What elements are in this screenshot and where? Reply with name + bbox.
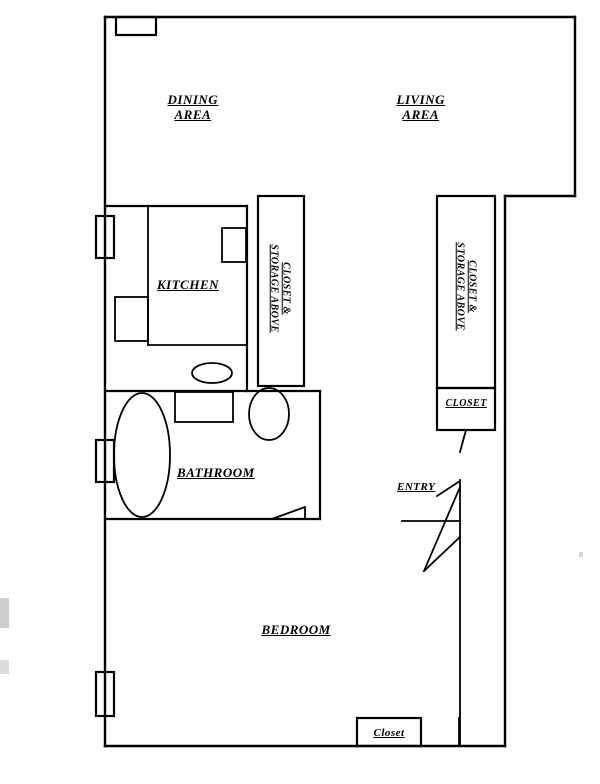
bathroom-vanity bbox=[175, 392, 233, 422]
toilet bbox=[249, 388, 289, 440]
bathroom-door-swing bbox=[272, 507, 305, 519]
entry-door-leaf bbox=[424, 487, 460, 571]
label-closet-storage-living: CLOSET & STORAGE ABOVE bbox=[455, 241, 478, 331]
label-kitchen: KITCHEN bbox=[157, 276, 220, 292]
label-closet-storage-dining: CLOSET & STORAGE ABOVE bbox=[269, 243, 292, 333]
closet-living-leader bbox=[460, 430, 466, 452]
label-living: LIVING AREA bbox=[396, 92, 446, 122]
label-closet-bedroom: Closet bbox=[373, 726, 405, 739]
bathtub bbox=[114, 393, 170, 517]
scan-artifact bbox=[579, 552, 583, 557]
window-top bbox=[116, 17, 156, 35]
kitchen-appliance-upper bbox=[222, 228, 246, 262]
label-closet-living: CLOSET bbox=[445, 398, 487, 409]
kitchen-sink bbox=[192, 363, 232, 383]
label-entry: ENTRY bbox=[397, 480, 436, 493]
kitchen-appliance-lower bbox=[115, 297, 148, 341]
label-dining: DINING AREA bbox=[167, 92, 219, 122]
label-bathroom: BATHROOM bbox=[177, 464, 255, 480]
scan-artifact bbox=[0, 660, 9, 674]
label-bedroom: BEDROOM bbox=[261, 621, 331, 637]
entry-door-swing bbox=[424, 537, 460, 571]
scan-artifact bbox=[0, 598, 9, 628]
